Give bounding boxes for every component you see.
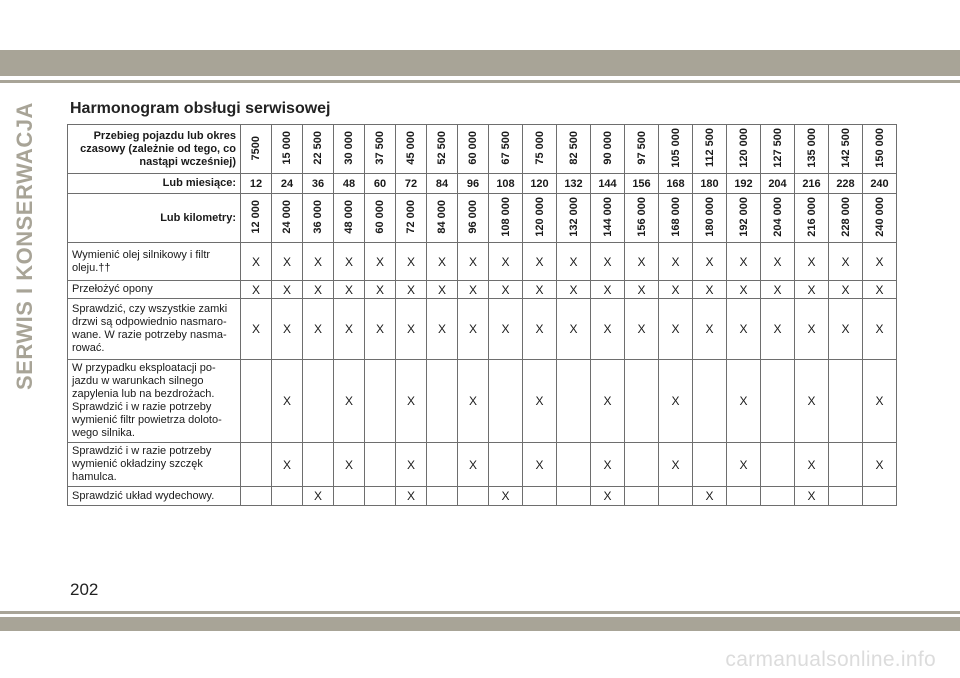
- schedule-mark: [829, 360, 863, 443]
- months-value: 24: [272, 174, 303, 194]
- months-value: 108: [489, 174, 523, 194]
- mileage-value: 15 000: [281, 131, 293, 165]
- kilometers-value: 36 000: [312, 200, 324, 234]
- schedule-mark: X: [489, 243, 523, 281]
- schedule-mark: [334, 487, 365, 506]
- schedule-mark: X: [625, 299, 659, 360]
- schedule-mark: X: [365, 281, 396, 299]
- schedule-mark: X: [659, 299, 693, 360]
- schedule-mark: X: [334, 243, 365, 281]
- mileage-value: 105 000: [669, 128, 682, 168]
- schedule-mark: X: [795, 299, 829, 360]
- schedule-mark: X: [241, 299, 272, 360]
- table-row: [68, 243, 897, 281]
- months-value: 180: [693, 174, 727, 194]
- schedule-mark: [489, 443, 523, 487]
- schedule-mark: [761, 360, 795, 443]
- mileage-header-cell: [761, 125, 795, 174]
- schedule-mark: X: [829, 243, 863, 281]
- months-row: [68, 174, 897, 194]
- schedule-mark: [625, 487, 659, 506]
- kilometers-header-cell: [727, 194, 761, 243]
- kilometers-header-cell: [334, 194, 365, 243]
- bottom-band-bar: [0, 617, 960, 631]
- schedule-mark: [761, 487, 795, 506]
- kilometers-header-cell: [625, 194, 659, 243]
- schedule-mark: X: [591, 487, 625, 506]
- kilometers-value: 156 000: [635, 197, 648, 237]
- schedule-mark: X: [659, 443, 693, 487]
- months-value: 240: [863, 174, 897, 194]
- maintenance-schedule-table: [67, 124, 897, 506]
- mileage-value: 7500: [250, 135, 262, 161]
- schedule-mark: X: [396, 487, 427, 506]
- schedule-mark: X: [795, 281, 829, 299]
- schedule-mark: X: [523, 243, 557, 281]
- months-value: 132: [557, 174, 591, 194]
- kilometers-row: [68, 194, 897, 243]
- kilometers-header-cell: [458, 194, 489, 243]
- kilometers-header-cell: [489, 194, 523, 243]
- schedule-mark: [829, 487, 863, 506]
- mileage-value: 52 500: [436, 131, 448, 165]
- mileage-header-cell: [625, 125, 659, 174]
- months-value: 60: [365, 174, 396, 194]
- mileage-header-cell: [458, 125, 489, 174]
- kilometers-header-cell: [396, 194, 427, 243]
- table-row: [68, 360, 897, 443]
- schedule-mark: [241, 443, 272, 487]
- schedule-mark: [727, 487, 761, 506]
- task-label: Sprawdzić, czy wszystkie zamki drzwi są odpowiednio nasmaro-wane. W razie potrzeby nasma-rować.: [68, 299, 241, 360]
- kilometers-value: 108 000: [499, 197, 512, 237]
- months-value: 216: [795, 174, 829, 194]
- schedule-mark: X: [591, 299, 625, 360]
- mileage-value: 30 000: [343, 131, 355, 165]
- kilometers-value: 228 000: [839, 197, 852, 237]
- schedule-mark: X: [863, 243, 897, 281]
- months-value: 120: [523, 174, 557, 194]
- task-label: Wymienić olej silnikowy i filtr oleju.††: [68, 243, 241, 281]
- schedule-mark: X: [396, 443, 427, 487]
- table-row: [68, 299, 897, 360]
- schedule-mark: X: [489, 281, 523, 299]
- mileage-value: 82 500: [567, 131, 580, 165]
- mileage-header-cell: [396, 125, 427, 174]
- schedule-mark: X: [557, 243, 591, 281]
- months-value: 204: [761, 174, 795, 194]
- schedule-mark: X: [659, 243, 693, 281]
- schedule-mark: [625, 443, 659, 487]
- schedule-mark: X: [693, 487, 727, 506]
- schedule-mark: X: [396, 299, 427, 360]
- schedule-mark: X: [523, 360, 557, 443]
- mileage-header-row: [68, 125, 897, 174]
- kilometers-value: 204 000: [771, 197, 784, 237]
- watermark-text: carmanualsonline.info: [725, 648, 936, 671]
- months-value: 144: [591, 174, 625, 194]
- mileage-header-cell: [303, 125, 334, 174]
- schedule-mark: X: [334, 281, 365, 299]
- schedule-mark: [557, 443, 591, 487]
- kilometers-value: 216 000: [805, 197, 818, 237]
- kilometers-header-cell: [365, 194, 396, 243]
- schedule-mark: X: [427, 299, 458, 360]
- kilometers-header-cell: [591, 194, 625, 243]
- schedule-mark: [523, 487, 557, 506]
- months-value: 96: [458, 174, 489, 194]
- mileage-value: 37 500: [374, 131, 386, 165]
- schedule-mark: X: [795, 243, 829, 281]
- mileage-header-cell: [241, 125, 272, 174]
- mileage-value: 60 000: [467, 131, 479, 165]
- page-title: Harmonogram obsługi serwisowej: [70, 100, 331, 117]
- schedule-mark: X: [427, 281, 458, 299]
- mileage-value: 150 000: [873, 128, 886, 168]
- kilometers-value: 60 000: [374, 200, 386, 234]
- schedule-mark: [829, 443, 863, 487]
- schedule-mark: X: [557, 299, 591, 360]
- schedule-mark: [427, 360, 458, 443]
- schedule-mark: [303, 360, 334, 443]
- kilometers-value: 168 000: [669, 197, 682, 237]
- schedule-mark: X: [591, 281, 625, 299]
- months-value: 192: [727, 174, 761, 194]
- schedule-mark: X: [727, 281, 761, 299]
- schedule-mark: X: [829, 299, 863, 360]
- mileage-value: 135 000: [805, 128, 818, 168]
- kilometers-header-cell: [557, 194, 591, 243]
- schedule-mark: X: [591, 243, 625, 281]
- mileage-header-cell: [272, 125, 303, 174]
- schedule-mark: X: [659, 281, 693, 299]
- schedule-mark: X: [272, 360, 303, 443]
- kilometers-value: 180 000: [703, 197, 716, 237]
- mileage-header-cell: [693, 125, 727, 174]
- kilometers-header-cell: [523, 194, 557, 243]
- schedule-mark: [458, 487, 489, 506]
- schedule-mark: X: [489, 487, 523, 506]
- section-side-title: [12, 100, 52, 390]
- schedule-mark: [693, 443, 727, 487]
- mileage-value: 75 000: [533, 131, 546, 165]
- kilometers-header-cell: [829, 194, 863, 243]
- schedule-mark: [557, 360, 591, 443]
- kilometers-value: 120 000: [533, 197, 546, 237]
- schedule-mark: X: [863, 299, 897, 360]
- schedule-mark: X: [303, 299, 334, 360]
- kilometers-value: 144 000: [601, 197, 614, 237]
- schedule-mark: X: [365, 243, 396, 281]
- mileage-header-cell: [489, 125, 523, 174]
- schedule-mark: [272, 487, 303, 506]
- kilometers-header-cell: [427, 194, 458, 243]
- mileage-header-cell: [659, 125, 693, 174]
- schedule-mark: X: [761, 281, 795, 299]
- mileage-value: 120 000: [737, 128, 750, 168]
- section-side-title-text: SERWIS I KONSERWACJA: [12, 102, 37, 390]
- schedule-mark: X: [458, 281, 489, 299]
- schedule-mark: X: [272, 443, 303, 487]
- schedule-mark: X: [727, 243, 761, 281]
- kilometers-value: 24 000: [281, 200, 293, 234]
- months-value: 168: [659, 174, 693, 194]
- kilometers-value: 48 000: [343, 200, 355, 234]
- schedule-mark: X: [693, 243, 727, 281]
- schedule-mark: X: [458, 443, 489, 487]
- schedule-mark: X: [863, 360, 897, 443]
- schedule-mark: X: [727, 443, 761, 487]
- kilometers-header-cell: [761, 194, 795, 243]
- top-decorative-band: [0, 0, 960, 84]
- mileage-value: 97 500: [635, 131, 648, 165]
- schedule-mark: [557, 487, 591, 506]
- mileage-header-cell: [591, 125, 625, 174]
- schedule-mark: [659, 487, 693, 506]
- months-value: 48: [334, 174, 365, 194]
- mileage-header-cell: [523, 125, 557, 174]
- mileage-header-cell: [365, 125, 396, 174]
- schedule-mark: [427, 443, 458, 487]
- schedule-mark: X: [241, 243, 272, 281]
- months-label: Lub miesiące:: [68, 174, 241, 194]
- schedule-mark: X: [427, 243, 458, 281]
- mileage-header-cell: [557, 125, 591, 174]
- bottom-band-line: [0, 611, 960, 614]
- schedule-mark: X: [334, 360, 365, 443]
- mileage-value: 67 500: [499, 131, 512, 165]
- schedule-mark: X: [523, 443, 557, 487]
- kilometers-value: 132 000: [567, 197, 580, 237]
- months-value: 12: [241, 174, 272, 194]
- mileage-header-cell: [334, 125, 365, 174]
- schedule-mark: X: [523, 299, 557, 360]
- schedule-mark: [303, 443, 334, 487]
- schedule-mark: X: [693, 281, 727, 299]
- schedule-mark: [365, 487, 396, 506]
- schedule-mark: X: [761, 299, 795, 360]
- schedule-mark: X: [396, 281, 427, 299]
- table-row: [68, 281, 897, 299]
- schedule-mark: X: [829, 281, 863, 299]
- schedule-mark: X: [795, 360, 829, 443]
- schedule-mark: X: [272, 299, 303, 360]
- kilometers-value: 72 000: [405, 200, 417, 234]
- mileage-header-cell: [863, 125, 897, 174]
- schedule-mark: X: [303, 243, 334, 281]
- page-number: 202: [70, 580, 99, 599]
- schedule-mark: X: [761, 243, 795, 281]
- kilometers-header-cell: [241, 194, 272, 243]
- schedule-mark: X: [303, 487, 334, 506]
- top-band-bar: [0, 50, 960, 76]
- kilometers-header-cell: [272, 194, 303, 243]
- schedule-mark: X: [625, 243, 659, 281]
- mileage-value: 22 500: [312, 131, 324, 165]
- schedule-mark: [365, 360, 396, 443]
- kilometers-value: 12 000: [250, 200, 262, 234]
- kilometers-header-cell: [693, 194, 727, 243]
- schedule-mark: [365, 443, 396, 487]
- top-band-line: [0, 80, 960, 83]
- mileage-header-cell: [427, 125, 458, 174]
- schedule-mark: X: [659, 360, 693, 443]
- schedule-mark: X: [303, 281, 334, 299]
- schedule-mark: X: [365, 299, 396, 360]
- months-value: 156: [625, 174, 659, 194]
- kilometers-header-cell: [659, 194, 693, 243]
- mileage-value: 112 500: [703, 128, 716, 168]
- table-row: [68, 443, 897, 487]
- schedule-mark: [693, 360, 727, 443]
- schedule-mark: X: [396, 360, 427, 443]
- task-rows: [68, 243, 897, 506]
- kilometers-label: Lub kilometry:: [68, 194, 241, 243]
- schedule-mark: X: [693, 299, 727, 360]
- schedule-mark: [241, 487, 272, 506]
- schedule-mark: X: [272, 281, 303, 299]
- schedule-mark: [863, 487, 897, 506]
- schedule-mark: X: [863, 443, 897, 487]
- task-label: Sprawdzić układ wydechowy.: [68, 487, 241, 506]
- months-value: 84: [427, 174, 458, 194]
- schedule-mark: X: [489, 299, 523, 360]
- schedule-mark: X: [458, 360, 489, 443]
- mileage-header-cell: [829, 125, 863, 174]
- schedule-mark: X: [727, 360, 761, 443]
- mileage-header-cell: [795, 125, 829, 174]
- months-value: 36: [303, 174, 334, 194]
- task-label: W przypadku eksploatacji po-jazdu w warunkach silnego zapylenia lub na bezdrożach. Sprawdzić i w razie potrzeby wymienić filtr powietrza doloto-wego silnika.: [68, 360, 241, 443]
- kilometers-value: 192 000: [737, 197, 750, 237]
- mileage-value: 90 000: [601, 131, 614, 165]
- schedule-mark: X: [272, 243, 303, 281]
- table-row: [68, 487, 897, 506]
- schedule-mark: [625, 360, 659, 443]
- mileage-header-label: Przebieg pojazdu lub okres czasowy (zależnie od tego, co nastąpi wcześniej): [68, 125, 241, 174]
- schedule-mark: X: [523, 281, 557, 299]
- schedule-mark: X: [591, 443, 625, 487]
- mileage-header-cell: [727, 125, 761, 174]
- schedule-mark: X: [795, 443, 829, 487]
- schedule-mark: X: [863, 281, 897, 299]
- schedule-mark: [761, 443, 795, 487]
- schedule-mark: X: [334, 299, 365, 360]
- mileage-value: 142 500: [839, 128, 852, 168]
- kilometers-header-cell: [303, 194, 334, 243]
- mileage-value: 45 000: [405, 131, 417, 165]
- months-value: 228: [829, 174, 863, 194]
- kilometers-value: 84 000: [436, 200, 448, 234]
- task-label: Przełożyć opony: [68, 281, 241, 299]
- kilometers-value: 96 000: [467, 200, 479, 234]
- schedule-mark: X: [458, 299, 489, 360]
- schedule-mark: X: [625, 281, 659, 299]
- schedule-mark: X: [591, 360, 625, 443]
- kilometers-header-cell: [863, 194, 897, 243]
- schedule-mark: X: [396, 243, 427, 281]
- kilometers-value: 240 000: [873, 197, 886, 237]
- schedule-mark: X: [795, 487, 829, 506]
- schedule-mark: X: [334, 443, 365, 487]
- schedule-mark: X: [241, 281, 272, 299]
- mileage-value: 127 500: [771, 128, 784, 168]
- months-value: 72: [396, 174, 427, 194]
- schedule-mark: [489, 360, 523, 443]
- schedule-mark: X: [557, 281, 591, 299]
- schedule-mark: [241, 360, 272, 443]
- schedule-mark: X: [727, 299, 761, 360]
- schedule-mark: [427, 487, 458, 506]
- task-label: Sprawdzić i w razie potrzeby wymienić okładziny szczęk hamulca.: [68, 443, 241, 487]
- schedule-mark: X: [458, 243, 489, 281]
- kilometers-header-cell: [795, 194, 829, 243]
